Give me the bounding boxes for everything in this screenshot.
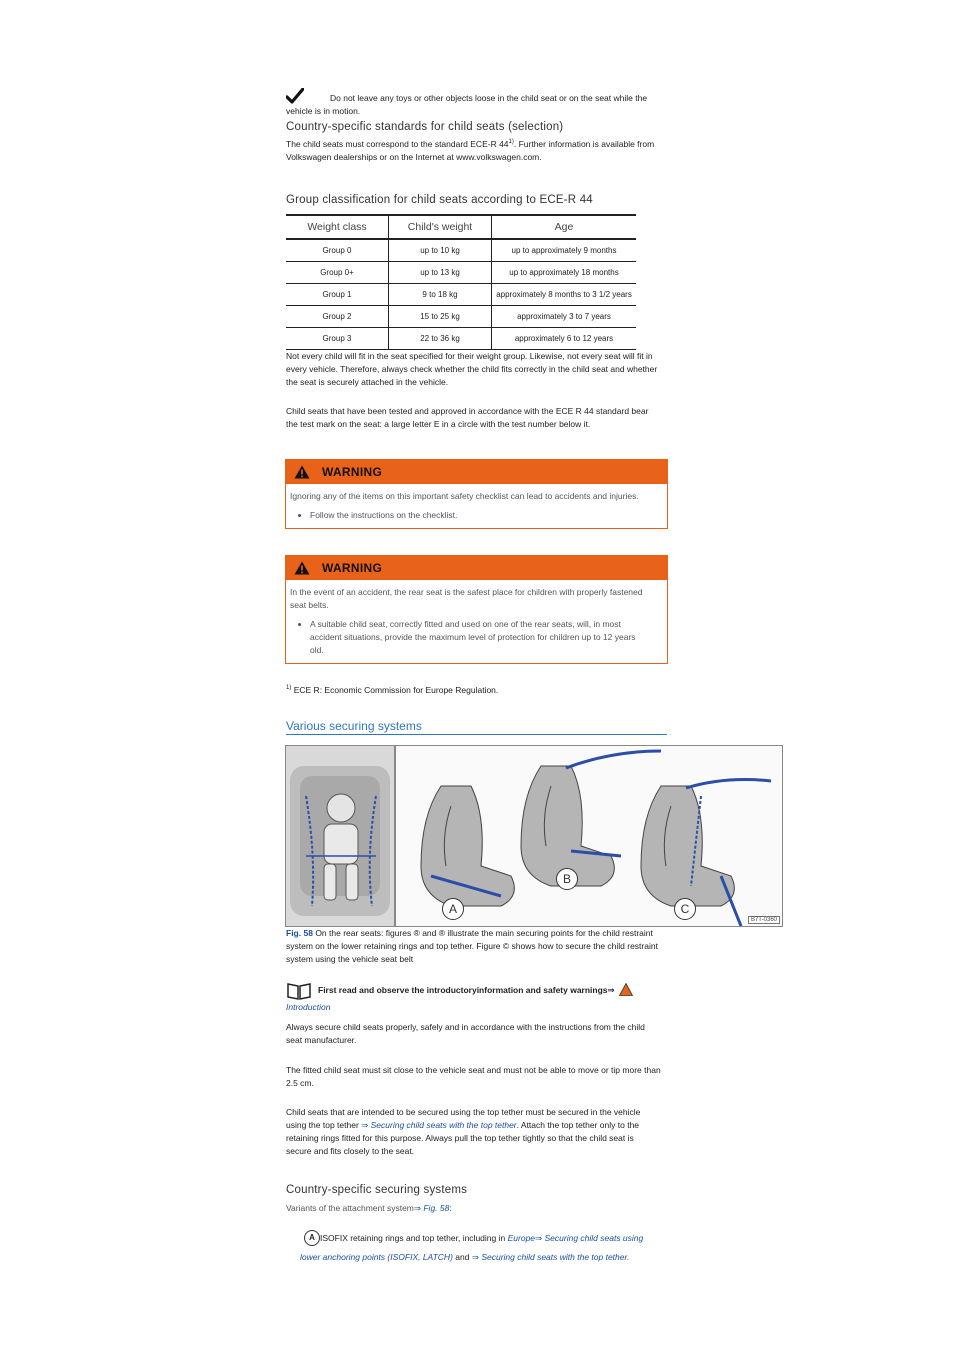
table-row bbox=[286, 284, 636, 306]
para-fitted-line1: The fitted child seat must sit close to the vehicle seat and must not be able to move or tip more than bbox=[286, 1065, 661, 1075]
table-cell: up to approximately 18 months bbox=[492, 262, 637, 284]
country-standards-line1: The child seats must correspond to the standard ECE-R 44$^{1)}$. Further information is available from bbox=[286, 139, 655, 149]
variants-line: Variants of the attachment system⇒ Fig. 58: bbox=[286, 1203, 452, 1213]
warning-bullet: • Follow the instructions on the checklist. bbox=[310, 509, 663, 522]
column-header: Child's weight bbox=[389, 215, 492, 239]
section-title: Various securing systems bbox=[286, 719, 667, 735]
table-cell: up to approximately 9 months bbox=[492, 239, 637, 262]
table-row bbox=[286, 262, 636, 284]
warning-box-2 bbox=[285, 555, 668, 664]
figure-label-a: A bbox=[442, 898, 464, 920]
figure-code: B7T-0360 bbox=[748, 916, 780, 924]
top-note-line1: Do not leave any toys or other objects loose in the child seat or on the seat while the bbox=[330, 93, 648, 103]
introduction-link[interactable]: Introduction bbox=[286, 1002, 331, 1012]
para-tether-line2: using the top tether ⇒ Securing child seats with the top tether. Attach the top tether only to the bbox=[286, 1120, 640, 1130]
table-row bbox=[286, 328, 636, 350]
warning-box-1 bbox=[285, 459, 668, 529]
para-fitted-line2: 2.5 cm. bbox=[286, 1078, 314, 1088]
para-tether-line3: retaining rings fitted for this purpose. Always pull the top tether tightly so that the child seat is bbox=[286, 1133, 634, 1143]
para-tested-line1: Child seats that have been tested and approved in accordance with the ECE R 44 standard bear bbox=[286, 406, 649, 416]
table-cell: approximately 6 to 12 years bbox=[492, 328, 637, 350]
warning-header bbox=[286, 556, 667, 580]
column-header: Weight class bbox=[286, 215, 389, 239]
figure-caption-line3: system using the vehicle seat belt bbox=[286, 954, 414, 964]
para-tether-line4: secure and fits closely to the seat. bbox=[286, 1146, 415, 1156]
item-a-line1: ISOFIX retaining rings and top tether, including in Europe⇒ Securing child seats using bbox=[320, 1233, 644, 1243]
group-classification-table bbox=[286, 214, 636, 350]
top-tether-link[interactable]: ⇒ Securing child seats with the top tether bbox=[361, 1120, 517, 1130]
table-header-row bbox=[286, 215, 636, 239]
group-table-heading: Group classification for child seats according to ECE-R 44 bbox=[286, 194, 593, 206]
table-cell: 15 to 25 kg bbox=[389, 306, 492, 328]
table-cell: Group 0+ bbox=[286, 262, 389, 284]
country-systems-heading: Country-specific securing systems bbox=[286, 1184, 468, 1196]
warning-bullet: • A suitable child seat, correctly fitted and used on one of the rear seats, will, in most accident situations, provide the maximum level of protection for children up to 12 years old. bbox=[310, 618, 663, 657]
table-cell: approximately 8 months to 3 1/2 years bbox=[492, 284, 637, 306]
para-always-line1: Always secure child seats properly, safely and in accordance with the instructions from the child bbox=[286, 1022, 645, 1032]
para-fit-line2: every vehicle. Therefore, always check whether the child fits correctly in the child seat and whether bbox=[286, 364, 658, 374]
table-cell: 9 to 18 kg bbox=[389, 284, 492, 306]
warning-title: WARNING bbox=[322, 561, 383, 575]
figure-label-c: C bbox=[674, 898, 696, 920]
table-row bbox=[286, 239, 636, 262]
isofix-link-cont[interactable]: lower anchoring points (ISOFIX, LATCH) bbox=[300, 1252, 453, 1262]
top-tether-link-2[interactable]: ⇒ Securing child seats with the top tether. bbox=[471, 1252, 630, 1262]
item-a-line2: lower anchoring points (ISOFIX, LATCH) and ⇒ Securing child seats with the top tether. bbox=[300, 1252, 630, 1262]
table-cell: 22 to 36 kg bbox=[389, 328, 492, 350]
table-cell: Group 2 bbox=[286, 306, 389, 328]
read-first-text: First read and observe the introductoryinformation and safety warnings⇒ bbox=[318, 985, 615, 995]
warning-text-line2: seat belts. bbox=[290, 600, 329, 610]
figure-label-b: B bbox=[556, 868, 578, 890]
column-header: Age bbox=[492, 215, 637, 239]
warning-header bbox=[286, 460, 667, 484]
child-seat-illustration bbox=[286, 746, 782, 926]
checkmark-icon bbox=[286, 88, 304, 104]
country-standards-heading: Country-specific standards for child seats (selection) bbox=[286, 121, 564, 133]
table-cell: up to 10 kg bbox=[389, 239, 492, 262]
country-standards-line2: Volkswagen dealerships or on the Internet at www.volkswagen.com. bbox=[286, 152, 542, 162]
footnote: $^{1)}$ ECE R: Economic Commission for Europe Regulation. bbox=[286, 685, 499, 695]
warning-title: WARNING bbox=[322, 465, 383, 479]
item-a-badge: A bbox=[304, 1230, 320, 1246]
book-icon bbox=[286, 982, 312, 1000]
para-fit-line1: Not every child will fit in the seat specified for their weight group. Likewise, not every seat will fit in bbox=[286, 351, 653, 361]
figure-caption-line1: Fig. 58 On the rear seats: figures ® and ® illustrate the main securing points for the child restraint bbox=[286, 928, 653, 938]
child-seat-figure bbox=[285, 745, 783, 927]
warning-text-line1: In the event of an accident, the rear seat is the safest place for children with properly fastened bbox=[290, 587, 643, 597]
para-fit-line3: the seat is securely attached in the vehicle. bbox=[286, 377, 449, 387]
figure-caption-line2: system on the lower retaining rings and top tether. Figure © shows how to secure the child restraint bbox=[286, 941, 658, 951]
fig58-link[interactable]: ⇒ Fig. 58 bbox=[413, 1203, 450, 1213]
para-tether-line1: Child seats that are intended to be secured using the top tether must be secured in the vehicle bbox=[286, 1107, 641, 1117]
para-tested-line2: the test mark on the seat: a large letter E in a circle with the test number below it. bbox=[286, 419, 591, 429]
isofix-link[interactable]: Europe⇒ Securing child seats using bbox=[507, 1233, 644, 1243]
table-cell: Group 0 bbox=[286, 239, 389, 262]
warning-triangle-icon bbox=[294, 465, 310, 479]
top-note-line2: vehicle is in motion. bbox=[286, 106, 361, 116]
table-cell: Group 3 bbox=[286, 328, 389, 350]
warning-triangle-icon bbox=[619, 983, 633, 996]
warning-text: Ignoring any of the items on this important safety checklist can lead to accidents and injuries. bbox=[290, 491, 639, 501]
para-always-line2: seat manufacturer. bbox=[286, 1035, 357, 1045]
warning-triangle-icon bbox=[294, 561, 310, 575]
table-cell: up to 13 kg bbox=[389, 262, 492, 284]
table-row bbox=[286, 306, 636, 328]
table-cell: Group 1 bbox=[286, 284, 389, 306]
table-cell: approximately 3 to 7 years bbox=[492, 306, 637, 328]
